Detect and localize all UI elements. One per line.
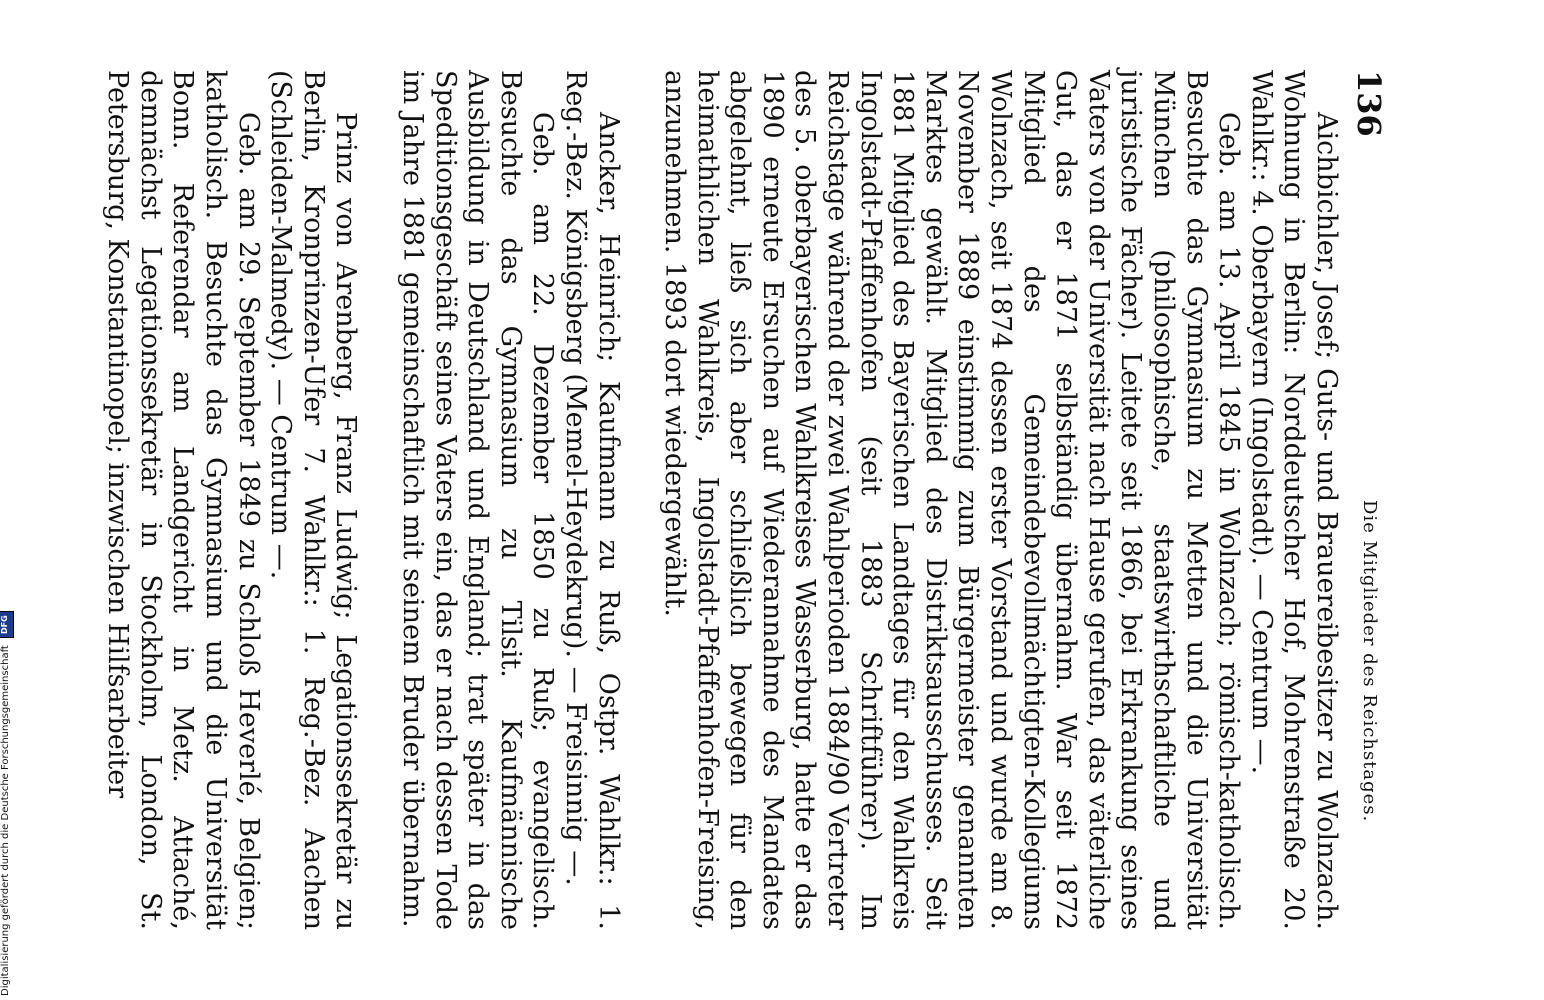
entry-aichbichler bbox=[658, 70, 1342, 930]
entry-arenberg bbox=[101, 70, 362, 930]
running-title: Die Mitglieder des Reichstages. bbox=[1359, 500, 1380, 823]
entry-heading: Aichbichler, Josef; Guts- und Brauereibesitzer zu Wolnzach. Wohnung in Berlin: Norddeutscher Hof, Mohrenstraße 20. Wahlkr.: 4. Oberbayern (Ingolstadt). — Centrum —. bbox=[1245, 70, 1342, 930]
page-number: 136 bbox=[1350, 70, 1388, 137]
running-head bbox=[1350, 60, 1390, 940]
entry-heading: Prinz von Arenberg, Franz Ludwig; Legationssekretär zu Berlin, Kronprinzen-Ufer 7. Wahlkr.: 1. Reg.-Bez. Aachen (Schleiden-Malmedy). — Centrum —. bbox=[265, 70, 362, 930]
entry-body: Geb. am 13. April 1845 in Wolnzach; römisch-katholisch. Besuchte das Gymnasium zu Metten und die Universität München (philosophische, staatswirthschaftliche und juristische Fächer). Leitete seit 1866, bei Erkrankung seines Vaters von der Universität nach Hause gerufen, das väterliche Gut, das er 1871 selbständig übernahm. War seit 1872 Mitglied des Gemeindebevollmächtigten-Kollegiums Wolnzach, seit 1874 dessen erster Vorstand und wurde am 8. November 1889 einstimmig zum Bürgermeister genannten Marktes gewählt. Mitglied des Distriktsausschusses. Seit 1881 Mitglied des Bayerischen Landtages für den Wahlkreis Ingolstadt-Pfaffenhofen (seit 1883 Schriftführer). Im Reichstage während der zwei Wahlperioden 1884/90 Vertreter des 5. oberbayerischen Wahlkreises Wasserburg, hatte er das 1890 erneute Ersuchen auf Wiederannahme des Mandates abgelehnt, ließ sich aber schließlich bewegen für den heimathlichen Wahlkreis, Ingolstadt-Pfaffenhofen-Freising, anzunehmen. 1893 dort wiedergewählt. bbox=[659, 70, 1245, 930]
credit-text: Digitalisierung gefördert durch die Deutsche Forschungsgemeinschaft bbox=[0, 645, 11, 996]
entry-heading: Ancker, Heinrich; Kaufmann zu Ruß, Ostpr. Wahlkr.: 1. Reg.-Bez. Königsberg (Memel-Heydekrug). — Freisinnig —. bbox=[559, 70, 624, 930]
book-page bbox=[102, 60, 1390, 940]
digitization-credit bbox=[0, 611, 10, 996]
entry-body: Geb. am 22. Dezember 1850 zu Ruß; evangelisch. Besuchte das Gymnasium zu Tilsit. Kaufmännische Ausbildung in Deutschland und England; trat später in das Speditionsgeschäft seines Vaters ein, das er nach dessen Tode im Jahre 1881 gemeinschaftlich mit seinem Bruder übernahm. bbox=[396, 70, 559, 930]
entry-ancker bbox=[395, 70, 623, 930]
page-body bbox=[67, 70, 1342, 930]
entry-body: Geb. am 29. September 1849 zu Schloß Heverlé, Belgien; katholisch. Besuchte das Gymnasium und die Universität Bonn. Referendar am Landgericht in Metz. Attaché, demnächst Legationssekretär in Stockholm, London, St. Petersburg, Konstantinopel; inzwischen Hilfsarbeiter bbox=[102, 70, 264, 930]
dfg-logo: DFG bbox=[0, 611, 14, 638]
